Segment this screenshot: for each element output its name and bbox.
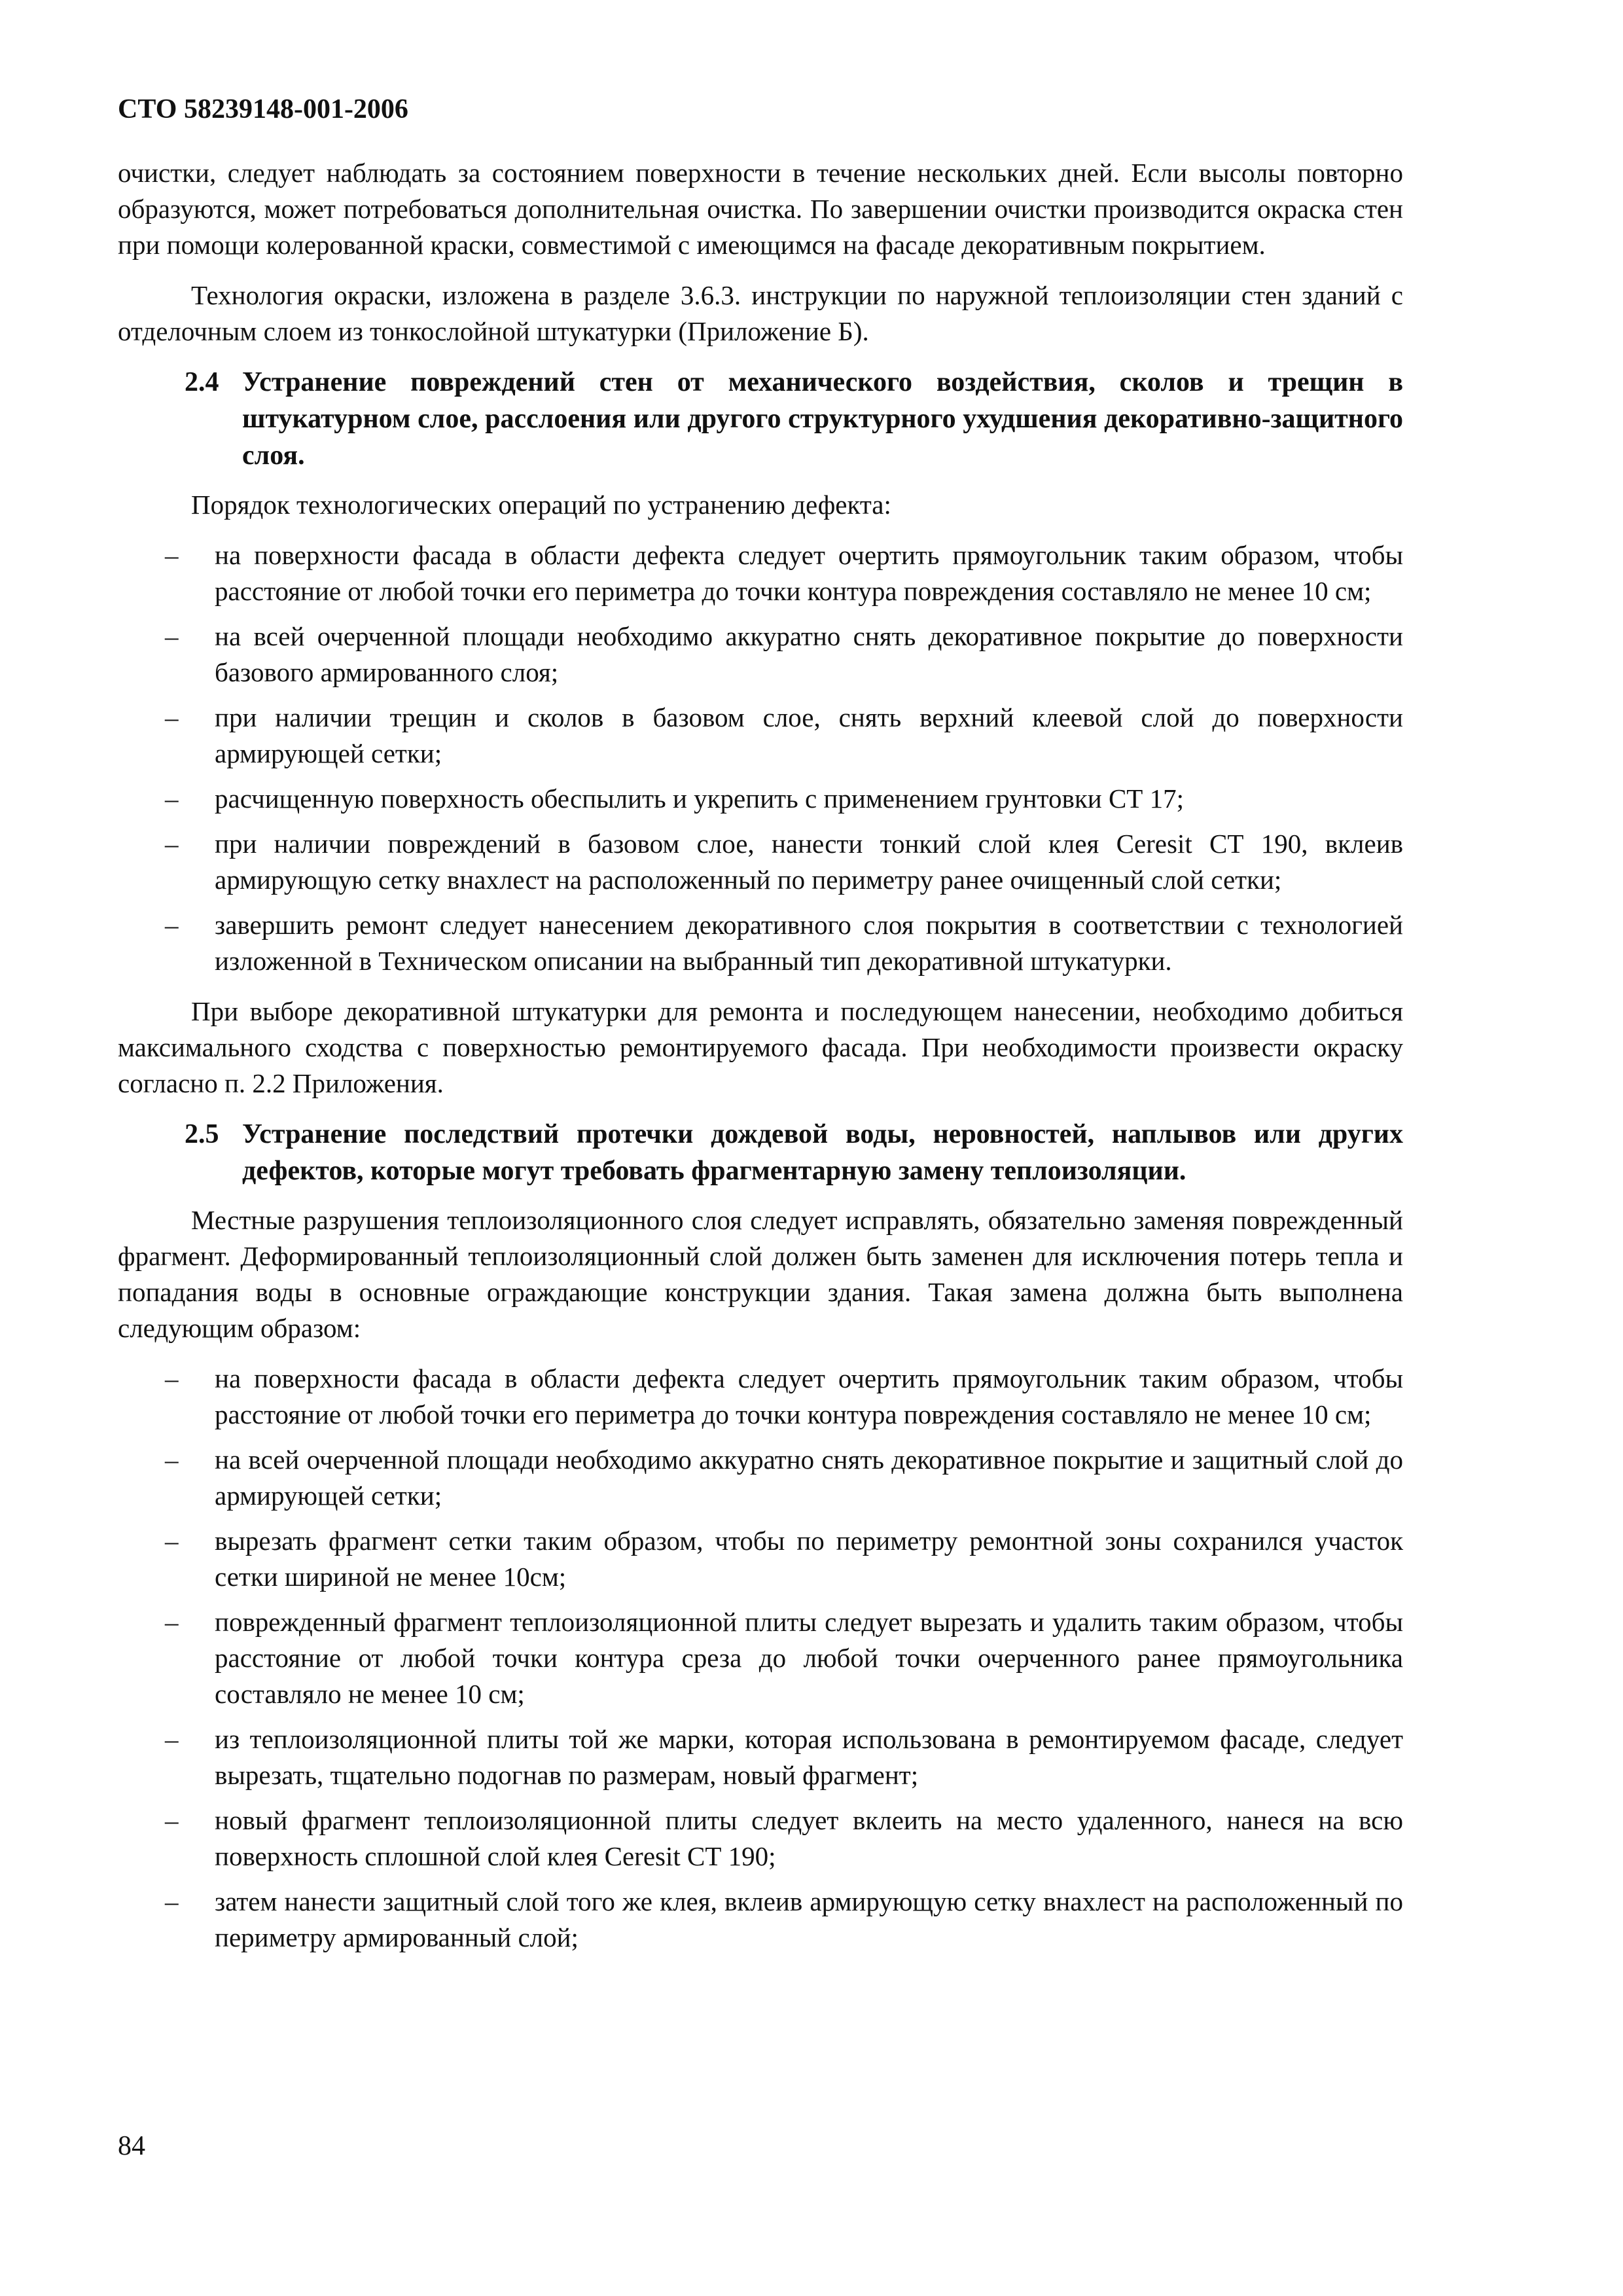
list-item: – расчищенную поверхность обеспылить и укрепить с применением грунтовки СТ 17;	[118, 781, 1403, 817]
section-2-5-number: 2.5	[185, 1119, 219, 1149]
dash-marker: –	[165, 910, 179, 940]
list-item: – при наличии повреждений в базовом слое, нанести тонкий слой клея Ceresit СТ 190, вклеив армирующую сетку внахлест на расположенный по периметру ранее очищенный слой сетки;	[118, 826, 1403, 898]
list-item: – на поверхности фасада в области дефекта следует очертить прямоугольник таким образом, чтобы расстояние от любой точки его периметра до точки контура повреждения составляло не менее 10 см;	[118, 1361, 1403, 1433]
list-item: – на всей очерченной площади необходимо аккуратно снять декоративное покрытие до поверхности базового армированного слоя;	[118, 619, 1403, 691]
list-item: – завершить ремонт следует нанесением декоративного слоя покрытия в соответствии с технологией изложенной в Техническом описании на выбранный тип декоративной штукатурки.	[118, 907, 1403, 979]
section-2-4-closing: При выборе декоративной штукатурки для ремонта и последующем нанесении, необходимо добиться максимального сходства с поверхностью ремонтируемого фасада. При необходимости произвести окраску согласно п. 2.2 Приложения.	[118, 996, 1403, 1098]
document-code: СТО 58239148-001-2006	[118, 94, 408, 124]
dash-marker: –	[165, 540, 179, 570]
document-page	[118, 92, 1403, 1970]
section-2-4-title: Устранение повреждений стен от механического воздействия, сколов и трещин в штукатурном слое, расслоения или другого структурного ухудшения декоративно-защитного слоя.	[242, 367, 1403, 471]
section-2-5-lead: Местные разрушения теплоизоляционного слоя следует исправлять, обязательно заменяя поврежденный фрагмент. Деформированный теплоизоляционный слой должен быть заменен для исключения потерь тепла и попадания воды в основные ограждающие конструкции здания. Такая замена должна быть выполнена следующим образом:	[118, 1205, 1403, 1343]
list-item: – на всей очерченной площади необходимо аккуратно снять декоративное покрытие и защитный слой до армирующей сетки;	[118, 1442, 1403, 1514]
dash-marker: –	[165, 1444, 179, 1475]
section-2-4-lead: Порядок технологических операций по устранению дефекта:	[191, 490, 891, 520]
list-item: – затем нанести защитный слой того же клея, вклеив армирующую сетку внахлест на расположенный по периметру армированный слой;	[118, 1884, 1403, 1956]
dash-marker: –	[165, 783, 179, 814]
intro-paragraph-1: очистки, следует наблюдать за состоянием поверхности в течение нескольких дней. Если высолы повторно образуются, может потребоваться дополнительная очистка. По завершении очистки производится окраска стен при помощи колерованной краски, совместимой с имеющимся на фасаде декоративным покрытием.	[118, 158, 1403, 260]
section-2-4-list	[118, 537, 1403, 979]
list-item: – новый фрагмент теплоизоляционной плиты следует вклеить на место удаленного, нанеся на всю поверхность сплошной слой клея Ceresit СТ 190;	[118, 1803, 1403, 1874]
dash-marker: –	[165, 829, 179, 859]
dash-marker: –	[165, 1724, 179, 1754]
intro-paragraph-2: Технология окраски, изложена в разделе 3.6.3. инструкции по наружной теплоизоляции стен зданий с отделочным слоем из тонкослойной штукатурки (Приложение Б).	[118, 280, 1403, 346]
dash-marker: –	[165, 1526, 179, 1556]
dash-marker: –	[165, 1607, 179, 1637]
section-2-5-heading	[118, 1116, 1403, 1189]
list-item: – на поверхности фасада в области дефекта следует очертить прямоугольник таким образом, чтобы расстояние от любой точки его периметра до точки контура повреждения составляло не менее 10 см;	[118, 537, 1403, 609]
list-item: – вырезать фрагмент сетки таким образом, чтобы по периметру ремонтной зоны сохранился участок сетки шириной не менее 10см;	[118, 1523, 1403, 1595]
section-2-5-list	[118, 1361, 1403, 1956]
section-2-4-number: 2.4	[185, 367, 219, 397]
dash-marker: –	[165, 1886, 179, 1916]
dash-marker: –	[165, 621, 179, 651]
dash-marker: –	[165, 1805, 179, 1835]
section-2-5-title: Устранение последствий протечки дождевой воды, неровностей, наплывов или других дефектов, которые могут требовать фрагментарную замену теплоизоляции.	[242, 1119, 1403, 1186]
list-item: – из теплоизоляционной плиты той же марки, которая использована в ремонтируемом фасаде, следует вырезать, тщательно подогнав по размерам, новый фрагмент;	[118, 1721, 1403, 1793]
dash-marker: –	[165, 1363, 179, 1393]
list-item: – поврежденный фрагмент теплоизоляционной плиты следует вырезать и удалить таким образом, чтобы расстояние от любой точки контура среза до любой точки очерченного ранее прямоугольника составляло не менее 10 см;	[118, 1604, 1403, 1712]
page-number: 84	[118, 2131, 145, 2161]
section-2-4-heading	[118, 364, 1403, 474]
dash-marker: –	[165, 702, 179, 732]
list-item: – при наличии трещин и сколов в базовом слое, снять верхний клеевой слой до поверхности армирующей сетки;	[118, 700, 1403, 772]
